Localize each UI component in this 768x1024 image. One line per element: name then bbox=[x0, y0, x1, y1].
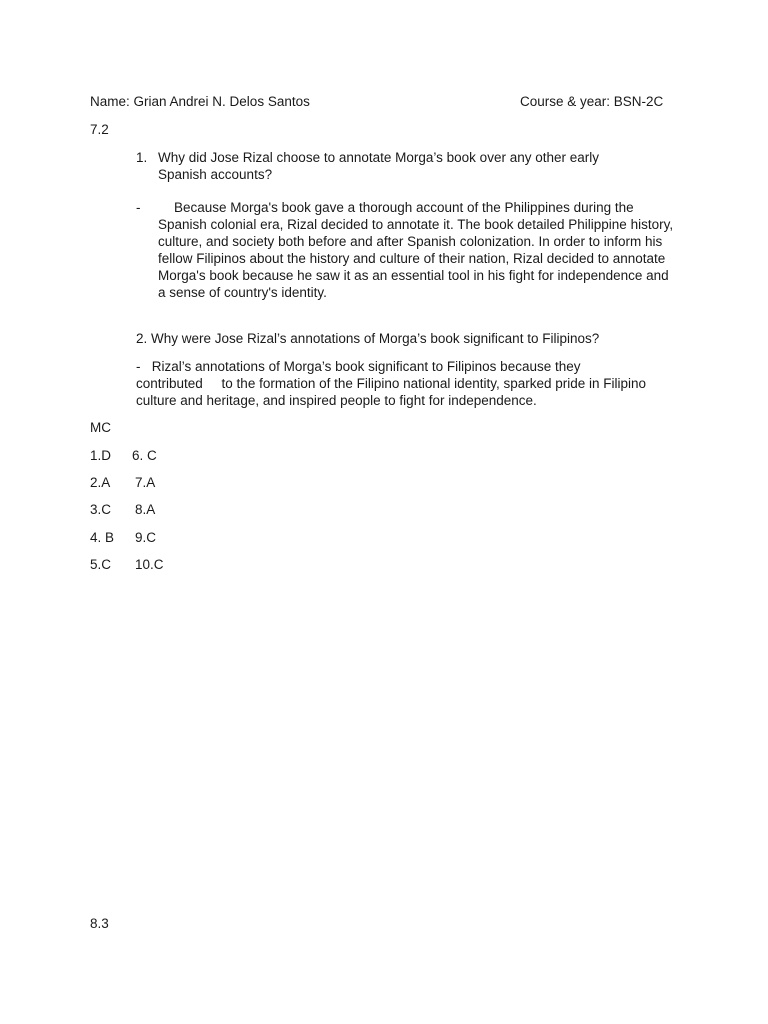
mc-answer-10: 10.C bbox=[135, 557, 164, 572]
answer-2-line-2: contributed to the formation of the Filipino national identity, sparked pride in Filipino bbox=[136, 376, 647, 391]
mc-answer-5: 5.C bbox=[90, 557, 112, 572]
course-year: Course & year: BSN-2C bbox=[520, 94, 664, 109]
mc-answer-2: 2.A bbox=[90, 475, 111, 490]
question-2-text: 2. Why were Jose Rizal’s annotations of Morga’s book significant to Filipinos? bbox=[136, 331, 600, 346]
mc-answer-3: 3.C bbox=[90, 502, 112, 517]
mc-answer-1: 1.D bbox=[90, 448, 112, 463]
mc-answer-9: 9.C bbox=[135, 530, 157, 545]
mc-heading: MC bbox=[90, 420, 111, 435]
question-1-number: 1. bbox=[136, 150, 148, 165]
section-heading-8-3: 8.3 bbox=[90, 916, 109, 931]
student-name: Name: Grian Andrei N. Delos Santos bbox=[90, 94, 310, 109]
mc-answer-8: 8.A bbox=[135, 502, 156, 517]
question-1-text: Why did Jose Rizal choose to annotate Morga’s book over any other early Spanish accounts? bbox=[158, 150, 599, 182]
mc-answer-4: 4. B bbox=[90, 530, 115, 545]
section-heading-7-2: 7.2 bbox=[90, 122, 109, 137]
answer-2-line-3: culture and heritage, and inspired people to fight for independence. bbox=[136, 393, 537, 408]
answer-1-dash: - bbox=[136, 200, 141, 215]
mc-answer-6: 6. C bbox=[132, 448, 157, 463]
mc-answer-7: 7.A bbox=[135, 475, 156, 490]
answer-1-text: Because Morga's book gave a thorough account of the Philippines during the Spanish colonial era, Rizal decided to annotate it. The book detailed Philippine history, culture, and society both before and after Spanish colonization. In order to inform his fellow Filipinos about the history and culture of their nation, Rizal decided to annotate Morga's book because he saw it as an essential tool in his fight for independence and a sense of country's identity. bbox=[158, 200, 674, 300]
answer-2-line-1: - Rizal’s annotations of Morga’s book significant to Filipinos because they bbox=[136, 359, 581, 374]
